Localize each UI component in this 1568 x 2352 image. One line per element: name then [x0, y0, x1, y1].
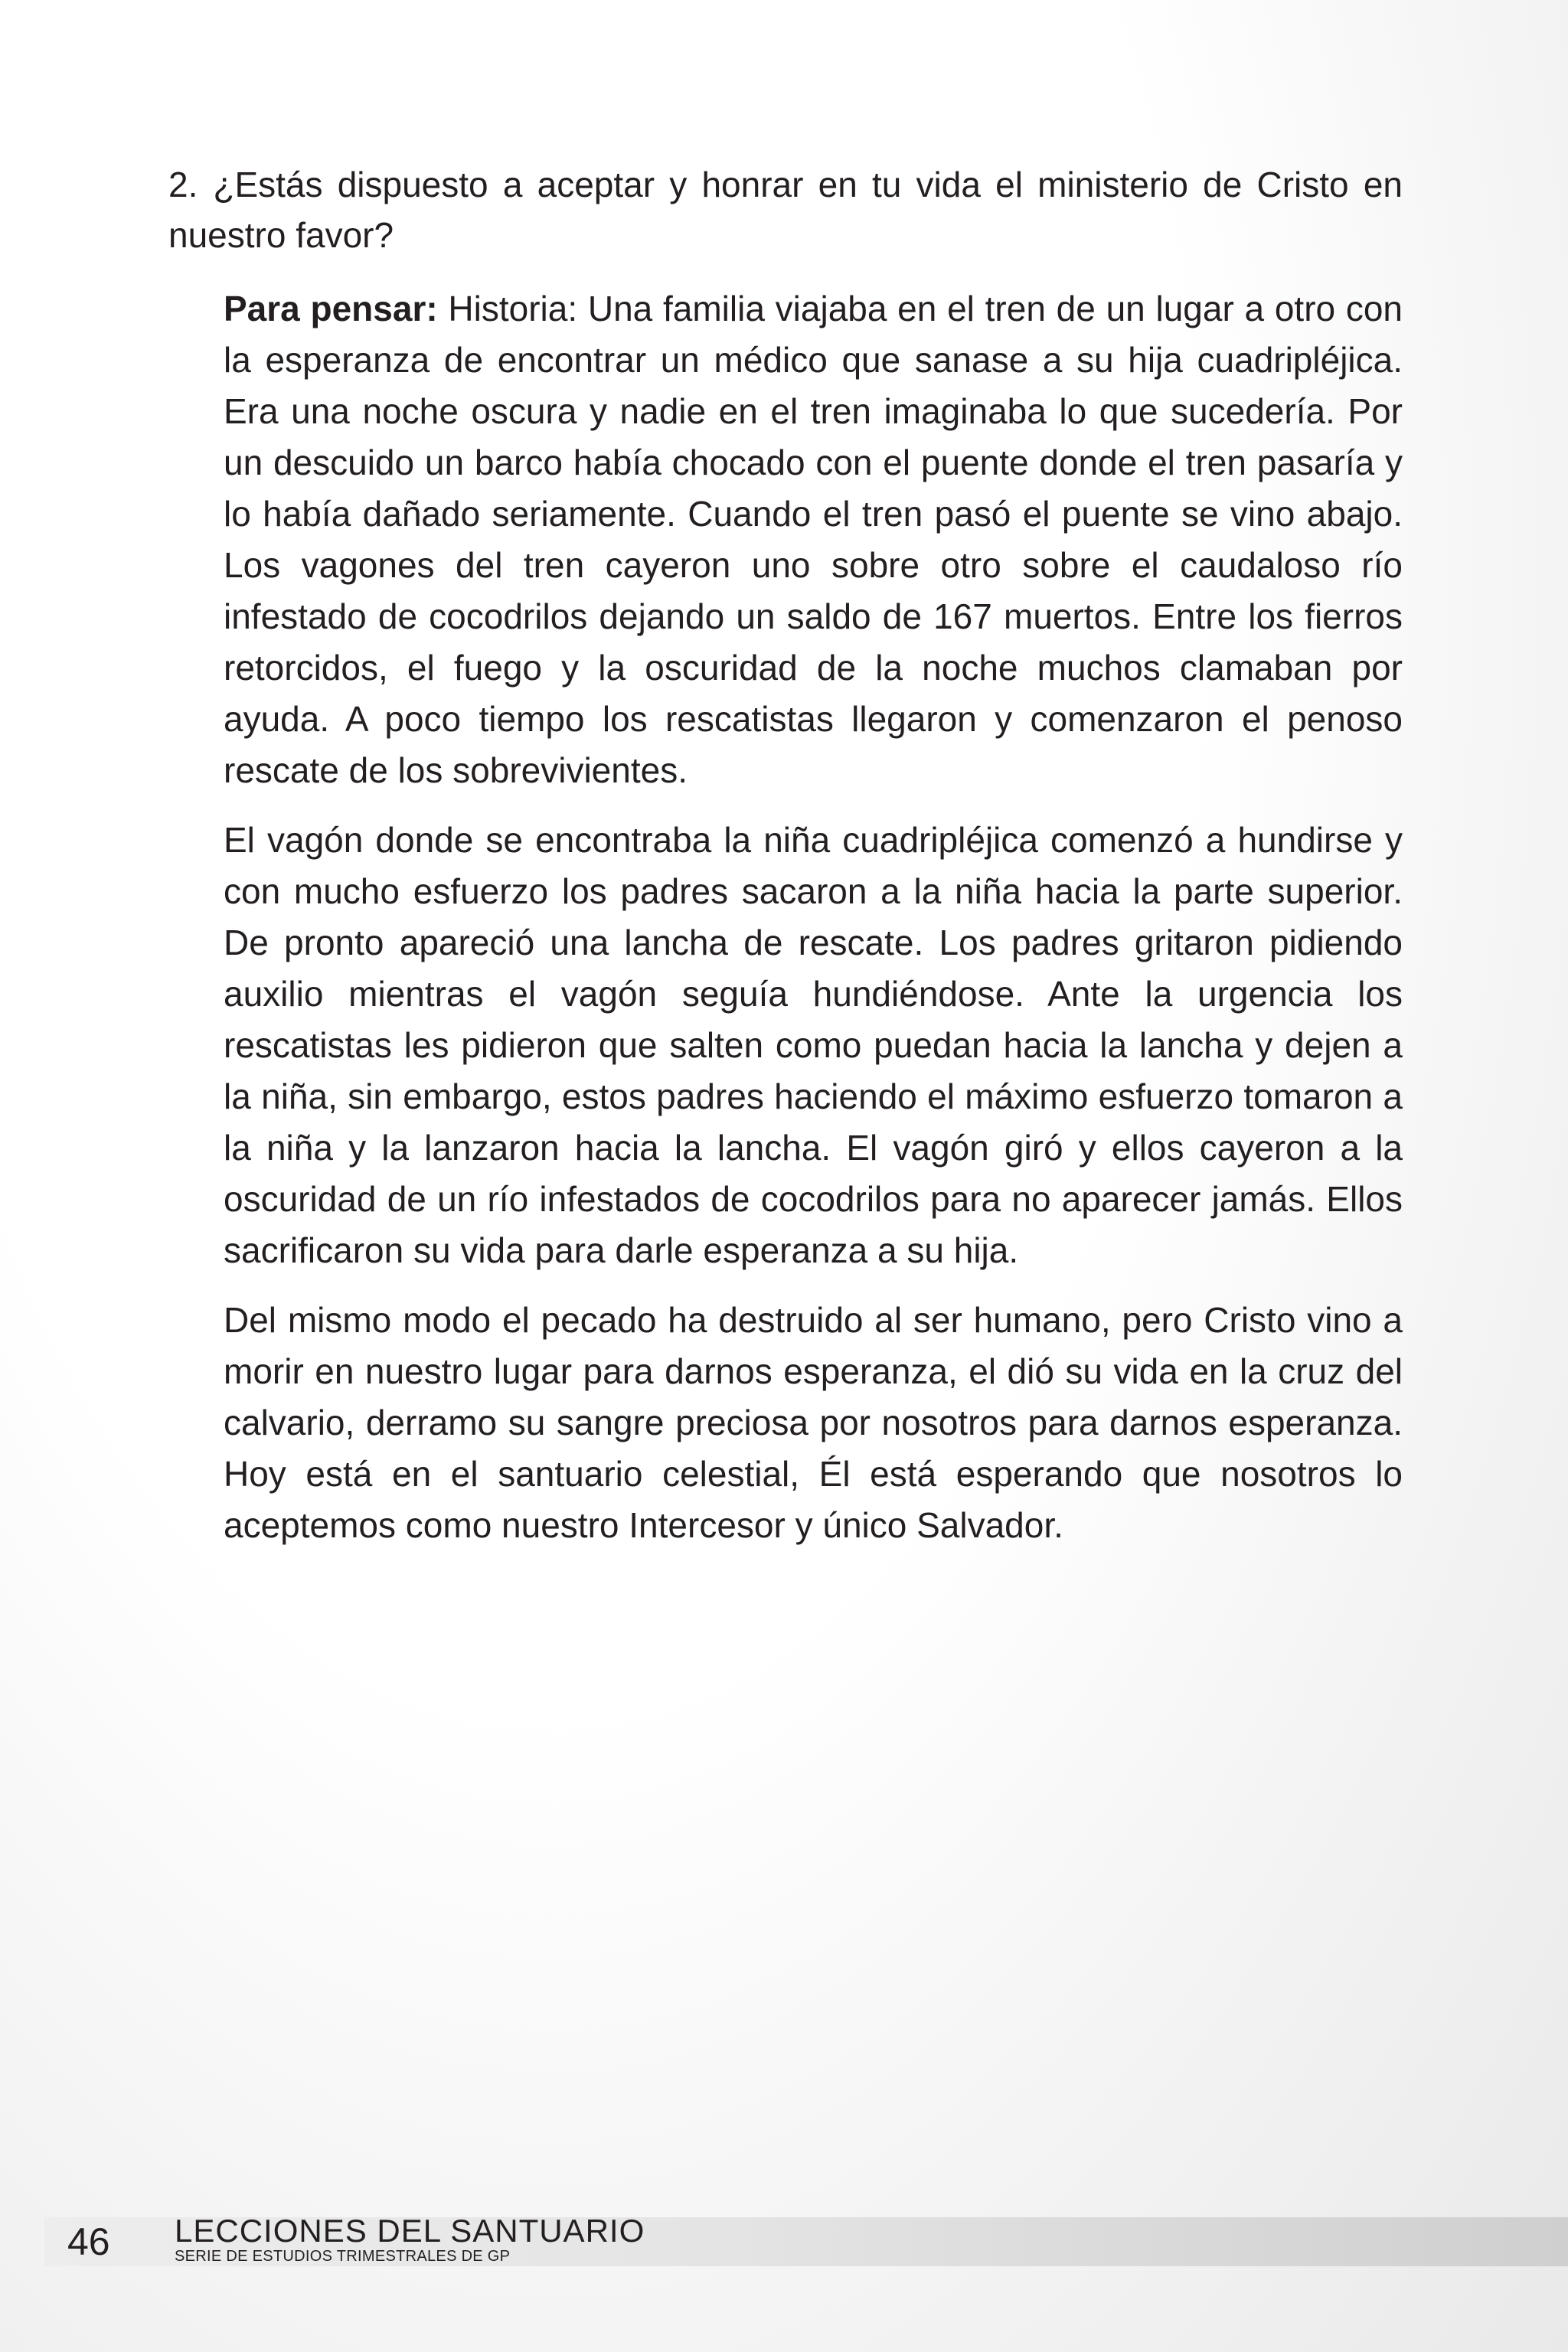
- question-text: ¿Estás dispuesto a aceptar y honrar en tu vida el ministerio de Cristo en nuestro favor?: [168, 165, 1403, 255]
- study-question: [168, 159, 1403, 260]
- page-number: 46: [67, 2220, 110, 2263]
- reflection-paragraph-1: [224, 283, 1403, 796]
- reflection-lead: Para pensar:: [224, 289, 438, 328]
- reflection-section: [224, 283, 1403, 1570]
- reflection-paragraph-2: El vagón donde se encontraba la niña cuadripléjica comenzó a hundirse y con mucho esfuerzo los padres sacaron a la niña hacia la parte superior. De pronto apareció una lancha de rescate. Los padres gritaron pidiendo auxilio mientras el vagón seguía hundiéndose. Ante la urgencia los rescatistas les pidieron que salten como puedan hacia la lancha y dejen a la niña, sin embargo, estos padres haciendo el máximo esfuerzo tomaron a la niña y la lanzaron hacia la lancha. El vagón giró y ellos cayeron a la oscuridad de un río infestados de cocodrilos para no aparecer jamás. Ellos sacrificaron su vida para darle esperanza a su hija.: [224, 820, 1403, 1270]
- book-subtitle: SERIE DE ESTUDIOS TRIMESTRALES DE GP: [175, 2248, 511, 2265]
- reflection-paragraph-3: Del mismo modo el pecado ha destruido al ser humano, pero Cristo vino a morir en nuestro lugar para darnos esperanza, el dió su vida en la cruz del calvario, derramo su sangre preciosa por nosotros para darnos esperanza. Hoy está en el santuario celestial, Él está esperando que nosotros lo aceptemos como nuestro Intercesor y único Salvador.: [224, 1300, 1403, 1545]
- book-title: LECCIONES DEL SANTUARIO: [175, 2213, 645, 2249]
- question-number: 2.: [168, 165, 198, 204]
- reflection-paragraph-1-text: Historia: Una familia viajaba en el tren de un lugar a otro con la esperanza de encontrar un médico que sanase a su hija cuadripléjica. Era una noche oscura y nadie en el tren imaginaba lo que sucedería. Por un descuido un barco había chocado con el puente donde el tren pasaría y lo había dañado seriamente. Cuando el tren pasó el puente se vino abajo. Los vagones del tren cayeron uno sobre otro sobre el caudaloso río infestado de cocodrilos dejando un saldo de 167 muertos. Entre los fierros retorcidos, el fuego y la oscuridad de la noche muchos clamaban por ayuda. A poco tiempo los rescatistas llegaron y comenzaron el penoso rescate de los sobrevivientes.: [224, 289, 1403, 790]
